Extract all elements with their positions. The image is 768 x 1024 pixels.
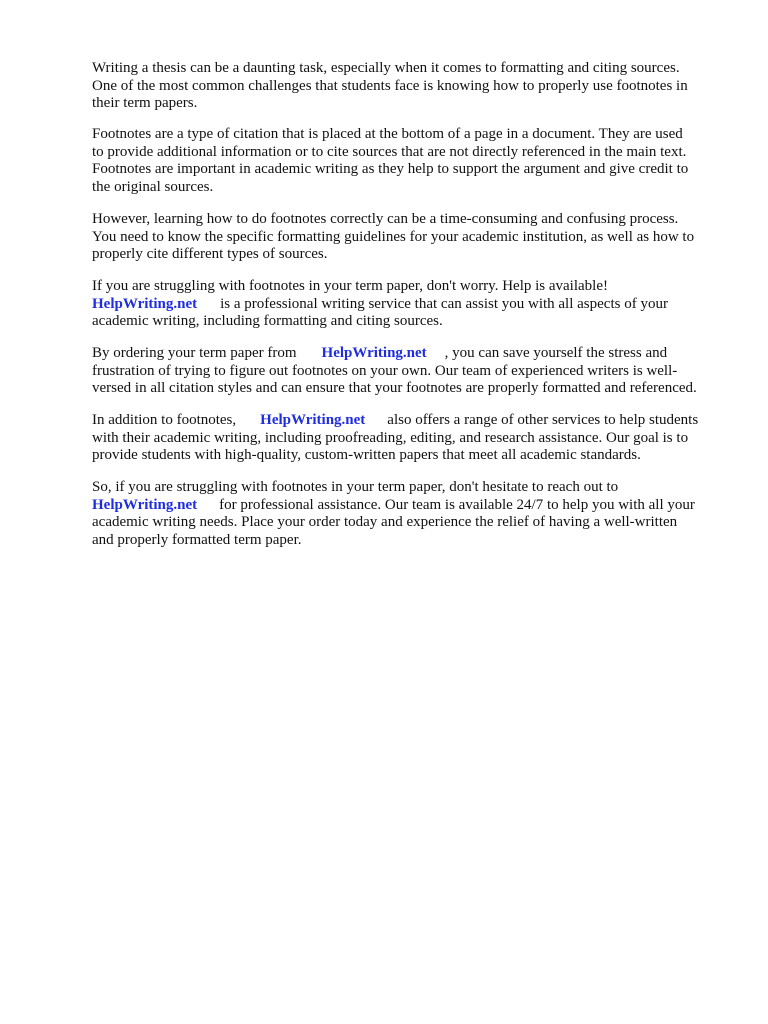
- text-line: the original sources.: [92, 178, 214, 195]
- text-line: their term papers.: [92, 95, 198, 112]
- text-line: If you are struggling with footnotes in your term paper, don't worry. Help is available!: [92, 278, 608, 294]
- paragraph-other-services: [92, 412, 720, 465]
- text-line: You need to know the specific formatting guidelines for your academic institution, as well as how to: [92, 228, 695, 245]
- text-line-with-link: [92, 345, 720, 363]
- helpwriting-link[interactable]: HelpWriting.net: [321, 345, 427, 361]
- text-segment: also offers a range of other services to help students: [387, 412, 699, 428]
- paragraph-footnotes-definition: [92, 126, 720, 196]
- text-line: However, learning how to do footnotes correctly can be a time-consuming and confusing process.: [92, 211, 679, 227]
- text-line-with-link: [92, 497, 720, 515]
- paragraph-ordering: [92, 345, 720, 398]
- text-line: and properly formatted term paper.: [92, 531, 302, 548]
- text-line: with their academic writing, including proofreading, editing, and research assistance. Our goal is to: [92, 429, 689, 446]
- text-line: Writing a thesis can be a daunting task, especially when it comes to formatting and citing sources.: [92, 60, 680, 76]
- text-line: One of the most common challenges that students face is knowing how to properly use footnotes in: [92, 77, 688, 94]
- text-line: academic writing needs. Place your order today and experience the relief of having a well-written: [92, 514, 678, 531]
- text-line: So, if you are struggling with footnotes in your term paper, don't hesitate to reach out to: [92, 479, 619, 495]
- paragraph-challenges: [92, 211, 720, 264]
- text-segment: In addition to footnotes,: [92, 412, 237, 428]
- paragraph-help-available: [92, 278, 720, 331]
- text-line-with-link: [92, 296, 720, 314]
- text-line: Footnotes are important in academic writing as they help to support the argument and give credit to: [92, 161, 689, 178]
- text-line: Footnotes are a type of citation that is placed at the bottom of a page in a document. They are used: [92, 126, 683, 142]
- text-segment: for professional assistance. Our team is available 24/7 to help you with all your: [219, 496, 695, 513]
- text-line-with-link: [92, 412, 720, 430]
- helpwriting-link[interactable]: HelpWriting.net: [92, 496, 198, 513]
- text-segment: is a professional writing service that can assist you with all aspects of your: [220, 295, 668, 312]
- text-line: academic writing, including formatting and citing sources.: [92, 313, 443, 330]
- text-line: versed in all citation styles and can ensure that your footnotes are properly formatted and referenced.: [92, 380, 697, 397]
- paragraph-conclusion: [92, 479, 720, 549]
- paragraph-intro: [92, 60, 720, 113]
- text-line: frustration of trying to figure out footnotes on your own. Our team of experienced writers is well-: [92, 362, 678, 379]
- text-segment: By ordering your term paper from: [92, 345, 297, 361]
- text-line: provide students with high-quality, custom-written papers that meet all academic standards.: [92, 447, 641, 464]
- text-line: properly cite different types of sources.: [92, 246, 328, 263]
- helpwriting-link[interactable]: HelpWriting.net: [92, 295, 198, 312]
- text-segment: , you can save yourself the stress and: [444, 345, 668, 361]
- helpwriting-link[interactable]: HelpWriting.net: [260, 412, 366, 428]
- text-line: to provide additional information or to cite sources that are not directly referenced in the main text.: [92, 143, 687, 160]
